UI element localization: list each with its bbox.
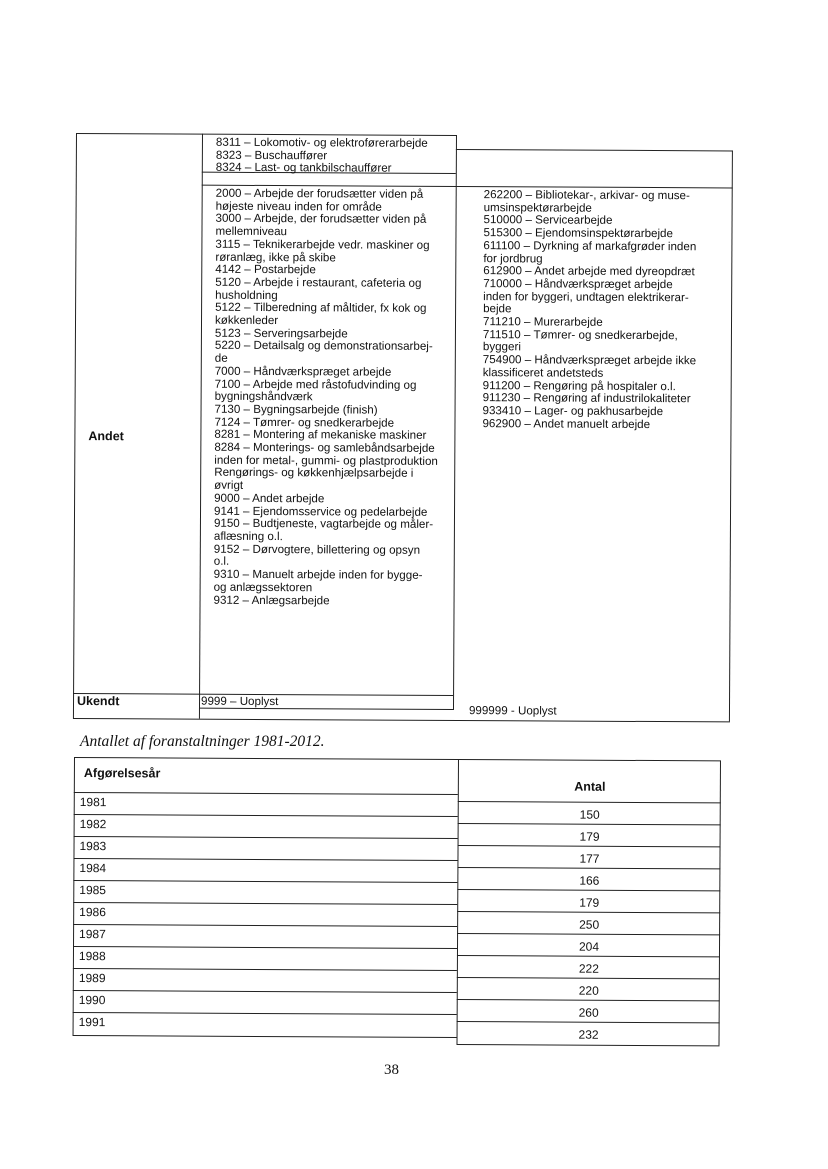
ukendt-disco-ae-code: 999999 - Uoplyst (468, 704, 557, 718)
row-divider (73, 858, 457, 861)
table-border (73, 718, 730, 722)
occupation-code-table (73, 133, 733, 721)
row-divider (73, 1012, 457, 1015)
row-divider (74, 814, 458, 817)
row-divider (73, 902, 457, 905)
table-border (73, 1035, 457, 1038)
table-cell-count: 204 (578, 939, 600, 954)
table-cell-count: 222 (578, 961, 599, 976)
table-border (453, 135, 457, 710)
table-cell-count: 166 (579, 873, 600, 888)
table-border (73, 133, 77, 718)
row-divider (458, 845, 721, 847)
row-divider (457, 977, 720, 979)
table-caption: Antallet af foranstaltninger 1981-2012. (80, 733, 325, 750)
group-label-ukendt: Ukendt (76, 694, 120, 709)
table-border (199, 134, 203, 719)
table-cell-year: 1981 (79, 795, 107, 810)
table-cell-count: 179 (579, 829, 600, 844)
table-cell-count: 220 (578, 983, 599, 998)
table-cell-count: 150 (579, 807, 600, 822)
column-header-count: Antal (574, 779, 606, 794)
andet-disco-codes: 2000 – Arbejde der forudsætter viden på højeste niveau inden for område 3000 – Arbejde, der forudsætter viden på mellemniveau 3115 – Teknikerarbejde vedr. maskiner og røranlæg, ikke på skibe 4142 – Postarbejde 5120 – Arbejde i restaurant, cafeteria og husholdning 5122 – Tilberedning af måltider, fx kok og køkkenleder 5123 – Serveringsarbejde 5220 – Detailsalg og demonstrationsarbej- de 7000 – Håndværkspræget arbejde 7100 – Arbejde med råstofudvinding og bygningshåndværk 7130 – Bygningsarbejde (finish) 7124 – Tømrer- og snedkerarbejde 8281 – Montering af mekaniske maskiner 8284 – Monterings- og samlebåndsarbejde inden for metal-, gummi- og plastproduktion Rengørings- og køkkenhjælpsarbejde i øvrigt 9000 – Andet arbejde 9141 – Ejendomsservice og pedelarbejde 9150 – Budtjeneste, vagtarbejde og måler- aflæsning o.l. 9152 – Dørvogtere, billettering og opsyn o.l. 9310 – Manuelt arbejde inden for bygge- og anlægssektoren 9312 – Anlægsarbejde (213, 186, 438, 607)
table-cell-count: 250 (579, 917, 600, 932)
row-divider (457, 933, 720, 935)
row-divider (457, 999, 720, 1001)
row-divider (457, 867, 720, 869)
table-cell-count: 260 (578, 1005, 599, 1020)
measures-count-table (73, 757, 720, 1045)
table-border (729, 150, 733, 721)
table-cell-count: 177 (579, 851, 600, 866)
table-cell-year: 1983 (79, 839, 107, 854)
table-cell-year: 1987 (79, 927, 106, 942)
row-divider (74, 792, 458, 795)
ukendt-disco-code: 9999 – Uoplyst (200, 694, 279, 709)
table-cell-year: 1984 (79, 861, 107, 876)
row-divider (73, 924, 457, 927)
table-cell-year: 1989 (78, 971, 106, 986)
table-cell-year: 1990 (78, 993, 106, 1008)
page-number: 38 (384, 1062, 399, 1078)
row-divider (458, 823, 721, 825)
row-divider (73, 990, 457, 993)
table-cell-year: 1991 (78, 1015, 106, 1030)
table-cell-year: 1982 (79, 817, 107, 832)
row-divider (73, 880, 457, 883)
table-cell-count: 232 (578, 1027, 599, 1042)
row-divider (73, 946, 457, 949)
row-divider (74, 836, 458, 839)
row-divider (458, 801, 721, 803)
row-divider (73, 968, 457, 971)
table-cell-year: 1985 (79, 883, 107, 898)
row-divider (457, 955, 720, 957)
table-cell-year: 1988 (78, 949, 106, 964)
row-divider (457, 889, 720, 891)
andet-disco-ae-codes: 262200 – Bibliotekar-, arkivar- og muse- umsinspektørarbejde 510000 – Servicearbejde 515300 – Ejendomsinspektørarbejde 611100 – Dyrkning af markafgrøder inden for jordbrug 612900 – Andet arbejde med dyreopdræt 710000 – Håndværkspræget arbejde inden for byggeri, undtagen elektrikerar- bejde 711210 – Murerarbejde 711510 – Tømrer- og snedkerarbejde, byggeri 754900 – Håndværkspræget arbejde ikke klassificeret andetsteds 911200 – Rengøring på hospitaler o.l. 911230 – Rengøring af industrilokaliteter 933410 – Lager- og pakhusarbejde 962900 – Andet manuelt arbejde (482, 188, 697, 431)
table-border (73, 757, 75, 1035)
table-border (456, 149, 733, 151)
transport-codes: 8311 – Lokomotiv- og elektroførerarbejde 8323 – Buschauffører 8324 – Last- og tankbilschauffører (215, 135, 428, 176)
table-cell-count: 179 (579, 895, 600, 910)
table-cell-year: 1986 (79, 905, 106, 920)
table-border (74, 757, 720, 761)
row-divider (457, 911, 720, 913)
row-divider (457, 1021, 720, 1023)
column-header-year: Afgørelsesår (83, 766, 161, 781)
group-label-andet: Andet (88, 429, 124, 444)
table-border (456, 1044, 719, 1046)
